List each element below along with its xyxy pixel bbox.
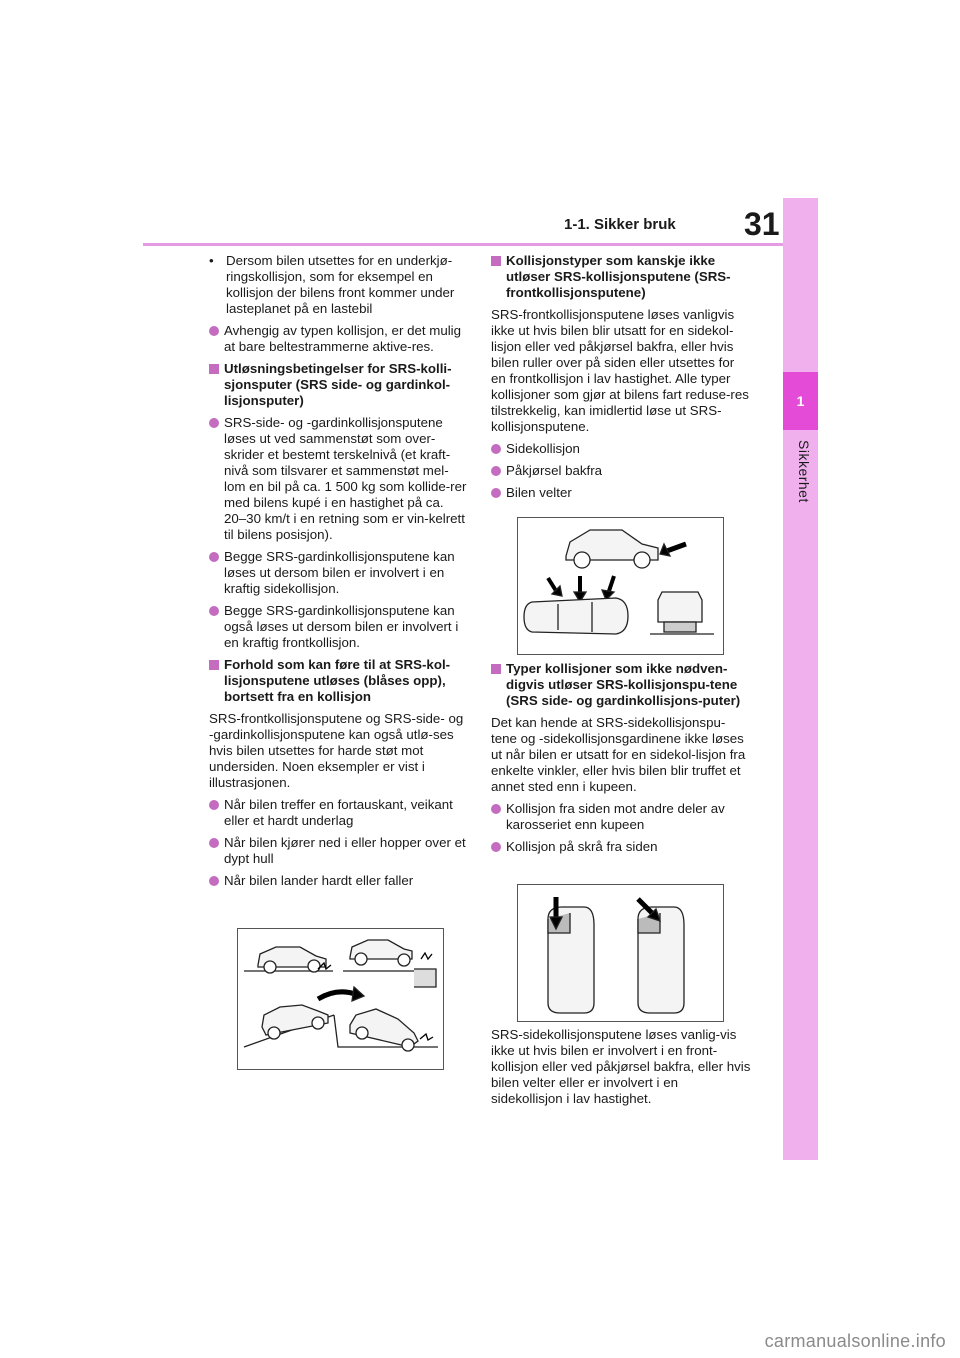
chapter-number: 1 [783, 372, 818, 430]
circle-bullet-icon [491, 842, 501, 852]
underbody-impact-illustration [237, 928, 444, 1070]
dash-item: • Dersom bilen utsettes for en underkjø-ringskollisjon, som for eksempel en kollisjon der bilens front kommer under lasteplanet på en lastebil [209, 253, 455, 316]
section-title: 1-1. Sikker bruk [564, 216, 676, 233]
circle-bullet-icon [491, 466, 501, 476]
circle-bullet-icon [209, 326, 219, 336]
chapter-label: Sikkerhet [796, 440, 812, 503]
list-item: Når bilen lander hardt eller faller [209, 873, 467, 889]
section-heading: Forhold som kan føre til at SRS-kol-lisjonsputene utløses (blåses opp), bortsett fra en kollisjon [209, 657, 467, 705]
circle-bullet-icon [209, 606, 219, 616]
closing-paragraph: SRS-sidekollisjonsputene løses vanlig-vis ikke ut hvis bilen er involvert i en front-kollisjon eller ved påkjørsel bakfra, eller hvis bilen velter eller er involvert i en sidekollisjon i lav hastighet. [491, 1027, 751, 1106]
side-impact-drawing [518, 885, 723, 1021]
list-item: Når bilen kjører ned i eller hopper over et dypt hull [209, 835, 467, 867]
collision-types-drawing [518, 518, 723, 654]
left-column [209, 253, 467, 895]
list-item: Sidekollisjon [491, 441, 749, 457]
collision-types-illustration [517, 517, 724, 655]
circle-bullet-icon [209, 418, 219, 428]
square-bullet-icon [491, 664, 501, 674]
circle-bullet-icon [491, 444, 501, 454]
square-bullet-icon [209, 660, 219, 670]
watermark: carmanualsonline.info [764, 1331, 946, 1351]
circle-bullet-icon [209, 552, 219, 562]
list-item: Påkjørsel bakfra [491, 463, 749, 479]
section-heading: Typer kollisjoner som ikke nødven-digvis utløser SRS-kollisjonspu-tene (SRS side- og gardinkollisjons-puter) [491, 661, 749, 709]
list-item: SRS-side- og -gardinkollisjonsputene løses ut ved sammenstøt som over-skrider et bestemt terskelnivå (et kraft-nivå som tilsvarer et sammenstøt mel-lom en bil på ca. 1 500 kg som kollide-rer med bilens kupé i en hastighet på ca. 20–30 km/t i en retning som er vin-kelrett til bilens posisjon). [209, 415, 467, 543]
list-item: Begge SRS-gardinkollisjonsputene kan også løses ut dersom bilen er involvert i en kraftig frontkollisjon. [209, 603, 467, 651]
list-item: Begge SRS-gardinkollisjonsputene kan løses ut dersom bilen er involvert i en kraftig sidekollisjon. [209, 549, 467, 597]
list-item: Bilen velter [491, 485, 749, 501]
underbody-impact-drawing [238, 929, 443, 1069]
paragraph: SRS-frontkollisjonsputene løses vanligvis ikke ut hvis bilen blir utsatt for en sidekol-lisjon eller ved påkjørsel bakfra, eller hvis bilen ruller over på siden eller utsettes for en frontkollisjon i lav hastighet. Alle typer kollisjoner som gjør at bilens fart reduse-res tilstrekkelig, kan imidlertid løse ut SRS-kollisjonsputene. [491, 307, 749, 434]
list-item: Når bilen treffer en fortauskant, veikant eller et hardt underlag [209, 797, 467, 829]
side-impact-illustration [517, 884, 724, 1022]
paragraph: SRS-frontkollisjonsputene og SRS-side- og -gardinkollisjonsputene kan også utlø-ses hvis bilen utsettes for harde støt mot undersiden. Noen eksempler er vist i illustrasjonen. [209, 711, 464, 790]
square-bullet-icon [491, 256, 501, 266]
dash-bullet-icon: • [209, 253, 214, 268]
section-heading: Kollisjonstyper som kanskje ikke utløser SRS-kollisjonsputene (SRS-frontkollisjonsputene) [491, 253, 749, 301]
section-heading: Utløsningsbetingelser for SRS-kolli-sjonsputer (SRS side- og gardinkol-lisjonsputer) [209, 361, 467, 409]
paragraph: Det kan hende at SRS-sidekollisjonspu-tene og -sidekollisjonsgardinene ikke løses ut når bilen er utsatt for en sidekol-lisjon fra enkelte vinkler, eller hvis bilen blir truffet et annet sted enn i kupeen. [491, 715, 746, 794]
circle-bullet-icon [491, 804, 501, 814]
chapter-side-tab [783, 198, 818, 1160]
list-item: Avhengig av typen kollisjon, er det mulig at bare beltestrammerne aktive-res. [209, 323, 467, 355]
square-bullet-icon [209, 364, 219, 374]
header-rule [143, 243, 783, 246]
circle-bullet-icon [209, 876, 219, 886]
circle-bullet-icon [209, 800, 219, 810]
list-item: Kollisjon på skrå fra siden [491, 839, 749, 855]
list-item: Kollisjon fra siden mot andre deler av karosseriet enn kupeen [491, 801, 749, 833]
circle-bullet-icon [209, 838, 219, 848]
page-number: 31 [744, 206, 780, 242]
circle-bullet-icon [491, 488, 501, 498]
